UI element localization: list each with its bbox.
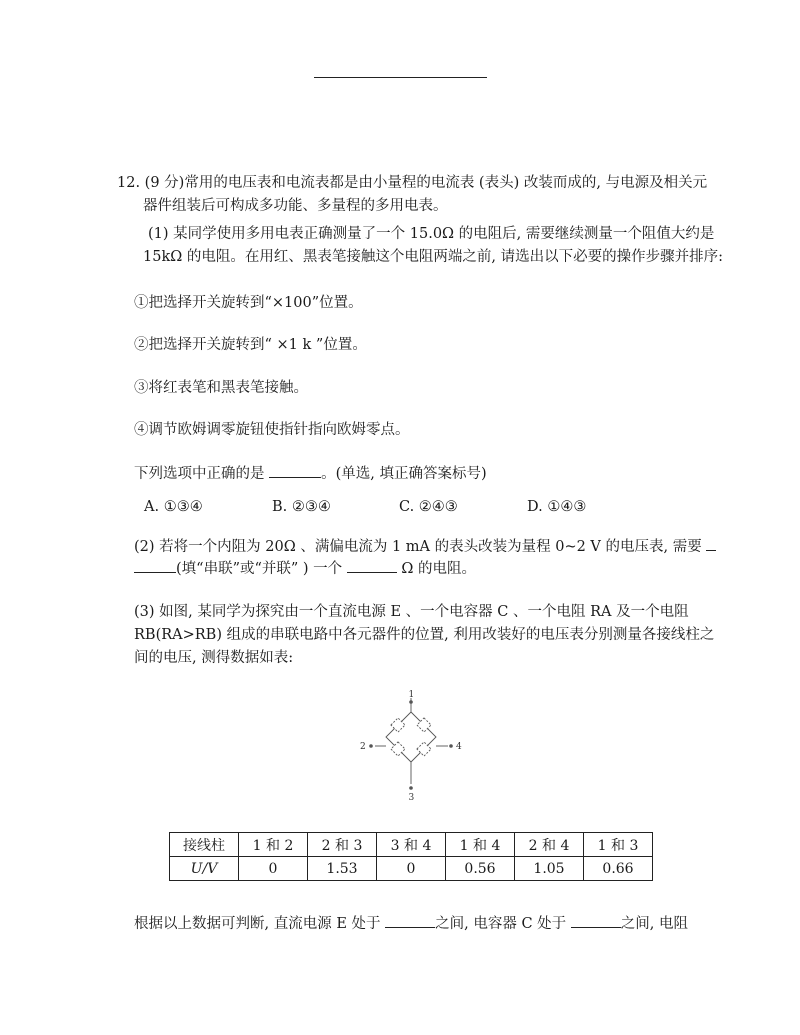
table-row-label: U/V — [170, 857, 239, 881]
part2-line2 — [134, 557, 476, 578]
part1-prompt — [134, 462, 487, 483]
terminal-dot-4 — [449, 744, 453, 748]
prompt-suffix: 。(单选, 填正确答案标号) — [321, 466, 487, 482]
part3-line1: (3) 如图, 某同学为探究由一个直流电源 E 、一个电容器 C 、一个电阻 RA 及一个电阻 — [134, 604, 689, 620]
terminal-label-4: 4 — [456, 742, 462, 752]
conclusion-text-a: 根据以上数据可判断, 直流电源 E 处于 — [134, 916, 381, 932]
terminal-label-2: 2 — [360, 742, 366, 752]
question-points: (9 分) — [144, 175, 185, 191]
table-cell: 1.05 — [515, 857, 584, 881]
terminal-dot-1 — [409, 700, 413, 704]
answer-blank-3[interactable] — [347, 558, 397, 574]
option-b: B. ②③④ — [272, 499, 331, 515]
circuit-diagram — [355, 688, 470, 806]
part2-line1 — [134, 535, 716, 556]
conclusion-text-b: 之间, 电容器 C 处于 — [435, 916, 567, 932]
table-header-cell: 1 和 4 — [446, 833, 515, 857]
table-header-cell: 3 和 4 — [377, 833, 446, 857]
part3-line2: RB(RA>RB) 组成的串联电路中各元器件的位置, 利用改装好的电压表分别测量各接线柱之 — [134, 627, 715, 643]
step-2: ②把选择开关旋转到“ ×1 k ”位置。 — [134, 337, 367, 353]
terminal-label-1: 1 — [408, 690, 415, 700]
option-c: C. ②④③ — [399, 499, 458, 515]
answer-blank-2a[interactable] — [706, 536, 716, 552]
answer-blank-1[interactable] — [269, 463, 321, 479]
part2-text-2a: (填“串联”或“并联” ) 一个 — [176, 561, 343, 577]
table-cell: 0.56 — [446, 857, 515, 881]
intro-text-2: 器件组装后可构成多功能、多量程的多用电表。 — [143, 198, 448, 214]
part1-line2: 15kΩ 的电阻。在用红、黑表笔接触这个电阻两端之前, 请选出以下必要的操作步骤并排序: — [143, 249, 723, 265]
table-cell: 0 — [239, 857, 308, 881]
answer-blank-4[interactable] — [385, 913, 435, 929]
part3-line3: 间的电压, 测得数据如表: — [134, 650, 294, 666]
option-a: A. ①③④ — [144, 499, 203, 515]
prompt-prefix: 下列选项中正确的是 — [134, 466, 265, 482]
table-header-cell: 1 和 2 — [239, 833, 308, 857]
question-number: 12. — [117, 175, 141, 191]
answer-blank-2b[interactable] — [134, 558, 176, 574]
table-row — [170, 857, 653, 881]
step-4: ④调节欧姆调零旋钮使指针指向欧姆零点。 — [134, 422, 410, 438]
table-row — [170, 833, 653, 857]
terminal-dot-3 — [409, 786, 413, 790]
step-3: ③将红表笔和黑表笔接触。 — [134, 380, 308, 396]
option-d: D. ①④③ — [527, 499, 587, 515]
table-cell: 0 — [377, 857, 446, 881]
conclusion-text-c: 之间, 电阻 — [620, 916, 688, 932]
table-cell: 0.66 — [584, 857, 653, 881]
question-intro-line1 — [117, 171, 707, 192]
top-rule — [314, 77, 487, 78]
conclusion-line — [134, 912, 688, 933]
part2-text-2b: Ω 的电阻。 — [401, 561, 477, 577]
part1-line1: (1) 某同学使用多用电表正确测量了一个 15.0Ω 的电阻后, 需要继续测量一个阻值大约是 — [148, 226, 715, 242]
table-header-label: 接线柱 — [170, 833, 239, 857]
part2-text-1: (2) 若将一个内阻为 20Ω 、满偏电流为 1 mA 的表头改装为量程 0~2 V 的电压表, 需要 — [134, 539, 702, 555]
table-header-cell: 2 和 4 — [515, 833, 584, 857]
answer-blank-5[interactable] — [571, 913, 621, 929]
table-cell: 1.53 — [308, 857, 377, 881]
step-1: ①把选择开关旋转到“×100”位置。 — [134, 295, 363, 311]
intro-text-1: 常用的电压表和电流表都是由小量程的电流表 (表头) 改装而成的, 与电源及相关元 — [184, 175, 708, 191]
table-header-cell: 2 和 3 — [308, 833, 377, 857]
table-header-cell: 1 和 3 — [584, 833, 653, 857]
voltage-table — [169, 832, 653, 881]
terminal-dot-2 — [369, 744, 373, 748]
terminal-label-3: 3 — [408, 793, 415, 803]
